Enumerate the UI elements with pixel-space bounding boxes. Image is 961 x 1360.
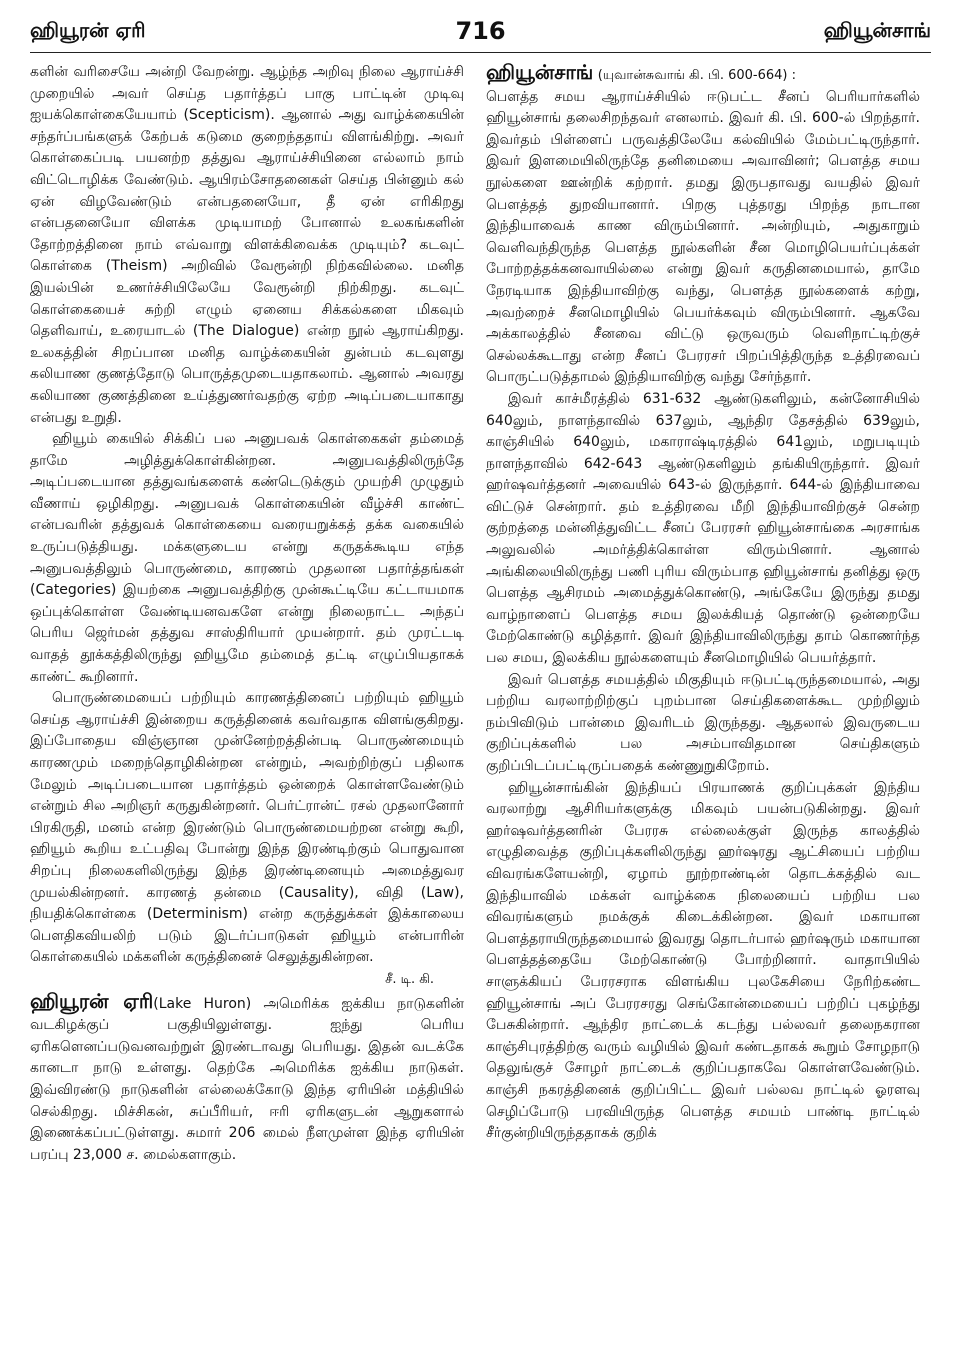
xuanzang-paragraph-1: பௌத்த சமய ஆராய்ச்சியில் ஈடுபட்ட சீனப் பெரியார்களில் ஹியூன்சாங் தலைசிறந்தவர் எனலாம். இவர் கி. பி. 600-ல் பிறந்தார். இவர்தம் பிள்ளைப் பருவத்திலேயே கல்வியில் மேம்பட்டிருந்தார். இவர் இளமையிலிருந்தே தனிமையை அவாவினர்; பௌத்த சமய நூல்களை ஊன்றிக் கற்றார். தமது இருபதாவது வயதில் இவர் பௌத்தத் துறவியானார். பிறகு புத்தரது பிறந்த நாடான இந்தியாவைக் காண விரும்பினார். அன்றியும், அதுகாறும் வெளிவந்திருந்த பௌத்த நூல்களின் சீன மொழிபெயர்ப்புக்கள் போற்றத்தக்கனவாயில்லை என்று இவர் கருதினமையால், தாமே நேரடியாக இந்தியாவிற்கு வந்து, பௌத்த நூல்களைக் கற்று, அவற்றைச் சீனமொழியில் பெயர்க்கவும் விரும்பினார். ஆகவே அக்காலத்தில் சீனவை விட்டு ஒருவரும் வெளிநாட்டிற்குச் செல்லக்கூடாது என்ற சீனப் பேரரசர் பிறப்பித்திருந்த உத்திரவைப் பொருட்படுத்தாமல் இந்தியாவிற்கு வந்து சேர்ந்தார். <box>486 88 920 386</box>
running-head-right: ஹியூன்சாங் <box>823 17 931 42</box>
header-rule <box>30 52 931 53</box>
lake-huron-entry <box>30 988 465 1167</box>
hume-empiricism-paragraph: ஹியூம் கையில் சிக்கிப் பல அனுபவக் கொள்கைகள் தம்மைத் தாமே அழித்துக்கொள்கின்றன. அனுபவத்திலிருந்தே அடிப்படையான தத்துவங்களைக் கண்டெடுக்கும் முயற்சி முழுதும் வீணாய் ஒழிகிறது. அனுபவக் கொள்கையின் வீழ்ச்சி காண்ட் என்பவரின் தத்துவக் கொள்கையை வரையறுக்கத் தக்க வகையில் உருப்படுத்தியது. மக்களுடைய என்று கருதக்கூடிய எந்த அனுபவத்திலும் பொருண்மை, காரணம் முதலான பதார்த்தங்கள் (Categories) இயற்கை அனுபவத்திற்கு முன்கூட்டியே கட்டாயமாக ஒப்புக்கொள்ள வேண்டியனவகளே என்று நிலைநாட்ட அந்தப் பெரிய ஜெர்மன் தத்துவ சாஸ்திரியார் முயன்றார். தம் முரட்டடி வாதத் தூக்கத்திலிருந்து ஹியூமே தம்மைத் தட்டி எழுப்பியதாகக் காண்ட் கூறினார். <box>30 431 464 685</box>
xuanzang-paragraph-3: இவர் பௌத்த சமயத்தில் மிகுதியும் ஈடுபட்டிருந்தமையால், அது பற்றிய வரலாற்றிற்குப் புறம்பான செய்திகளைக்கூட முற்றிலும் நம்பிவிடும் பான்மை இவரிடம் இருந்தது. ஆதலால் இவருடைய குறிப்புக்களில் பல அசம்பாவிதமான செய்திகளும் குறிப்பிடப்பட்டிருப்பதைக் கண்ணுறுகிறோம். <box>486 671 920 774</box>
xuanzang-entry-heading <box>486 62 920 87</box>
xuanzang-title: ஹியூன்சாங் <box>486 60 594 84</box>
hume-continuation-paragraph: களின் வரிசையே அன்றி வேறன்று. ஆழ்ந்த அறிவு நிலை ஆராய்ச்சி முறையில் அவர் செய்த பதார்த்தப் பாகு பாட்டின் முடிவு ஐயக்கொள்கையேயாம் (Scepticism). ஆனால் அது வாழ்க்கையின் சந்தர்ப்பங்களுக் கேற்பக் கடுமை குறைந்ததாய் விளங்கிற்று. அவர் கொள்கைப்படி பயனற்ற தத்துவ ஆராய்ச்சியினை எல்லாம் நாம் விட்டொழிக்க வேண்டும். ஆயிரம்சோதனைகள் செய்த பின்னும் கல் ஏன் விழவேண்டும் என்பதனையோ, தீ ஏன் எரிகிறது என்பதனையோ விளக்க முடியாமற் போனால் உலகங்களின் தோற்றத்தினை நாம் எவ்வாறு விளக்கிவைக்க முடியும்? கடவுட் கொள்கை (Theism) அறிவில் வேரூன்றி நிற்கவில்லை. மனித இயல்பின் உணர்ச்சியிலேயே வேரூன்றி நிற்கிறது. கடவுட் கொள்கையைச் சுற்றி எழும் ஏனைய சிக்கல்களை மிகவும் தெளிவாய், உரையாடல் (The Dialogue) என்ற நூல் ஆராய்கிறது. உலகத்தின் சிறப்பான மனித வாழ்க்கையின் துன்பம் கடவுளது கலியாண குணத்தோடு பொருத்தமுடையதாகலாம். ஆனால் அவரது கலியாண குணத்தினை உய்த்துணர்வதற்கு ஏற்ற அடிப்படையாகாது என்பது உறுதி. <box>30 64 464 426</box>
hume-substance-paragraph: பொருண்மையைப் பற்றியும் காரணத்தினைப் பற்றியும் ஹியூம் செய்த ஆராய்ச்சி இன்றைய கருத்தினைக் கவர்வதாக விளங்குகிறது. இப்போதைய விஞ்ஞான முன்னேற்றத்தின்படி பொருண்மையும் காரணமும் மறைந்தொழிகின்றன என்றும், அவற்றிற்குப் பதிலாக மேலும் அடிப்படையான பதார்த்தம் ஒன்றைக் கொள்ளவேண்டும் என்றும் சில அறிஞர் கருதுகின்றனர். பெர்ட்ரான்ட் ரசல் முதலானோர் பிரகிருதி, மனம் என்ற இரண்டும் பொருண்மையற்றன என்று கூறி, ஹியூம் கூறிய உட்பதிவு போன்று இந்த இரண்டிற்கும் பொதுவான சிறப்பு நிலைகளிலிருந்து இந்த இரண்டினையும் அமைத்துவர முயல்கின்றனர். காரணத் தன்மை (Causality), விதி (Law), நியதிக்கொள்கை (Determinism) என்ற கருத்துக்கள் இக்காலைய பௌதிகவியலிற் படும் இடர்ப்பாடுகள் ஹியூம் என்பாரின் கொள்கையில் மக்களின் கருத்தினைச் செலுத்துகின்றன. <box>30 690 464 966</box>
xuanzang-subtitle: (யுவான்சுவாங் கி. பி. 600-664) : <box>597 68 796 83</box>
page-header <box>30 14 931 48</box>
page-number: 716 <box>455 17 506 45</box>
running-head-left: ஹியூரன் ஏரி <box>30 17 146 42</box>
lake-huron-title: ஹியூரன் ஏரி <box>30 988 154 1013</box>
xuanzang-paragraph-2: இவர் காச்மீரத்தில் 631-632 ஆண்டுகளிலும், கன்னோசியில் 640லும், நாளந்தாவில் 637லும், ஆந்திர தேசத்தில் 639லும், காஞ்சியில் 640லும், மகாராஷ்டிரத்தில் 641லும், மறுபடியும் நாளந்தாவில் 642-643 ஆண்டுகளிலும் தங்கியிருந்தார். இவர் ஹர்ஷவர்த்தனர் அவையில் 643-ல் இருந்தார். 644-ல் இந்தியாவை விட்டுச் சென்றார். தம் உத்திரவை மீறி இந்தியாவிற்குச் சென்ற குற்றத்தை மன்னித்துவிட்ட சீனப் பேரரசர் ஹியூன்சாங்கை அரசாங்க அலுவலில் அமர்த்திக்கொள்ள விரும்பினார். ஆனால் அங்கிலையிலிருந்து பணி புரிய விரும்பாத ஹியூன்சாங் தனித்து ஒரு பௌத்த ஆசிரமம் அமைத்துக்கொண்டு, அங்கேயே இருந்து தமது வாழ்நாளைப் பௌத்த சமய இலக்கியத் தொண்டு ஒன்றையே மேற்கொண்டு கழித்தார். இவர் இந்தியாவிலிருந்து தாம் கொணர்ந்த பல சமய, இலக்கிய நூல்களையும் சீனமொழியில் பெயர்த்தார். <box>486 390 920 667</box>
xuanzang-paragraph-4: ஹியூன்சாங்கின் இந்தியப் பிரயாணக் குறிப்புக்கள் இந்திய வரலாற்று ஆசிரியர்களுக்கு மிகவும் பயன்படுகின்றது. இவர் ஹர்ஷவர்த்தனரின் பேரரசு எல்லைக்குள் இருந்த காலத்தில் எழுதிவைத்த குறிப்புக்களிலிருந்து ஹர்ஷரது ஆட்சியைப் பற்றிய விவரங்களேயன்றி, ஏழாம் நூற்றாண்டின் தொடக்கத்தில் வட இந்தியாவில் மக்கள் வாழ்க்கை நிலையைப் பற்றிய பல விவரங்களும் நமக்குக் கிடைக்கின்றன. இவர் மகாயான பௌத்தராயிருந்தமையால் இவரது தொடர்பால் ஹர்ஷரும் மகாயான பௌத்தத்தையே மேற்கொண்டு போற்றினார். வாதாபியில் சாளுக்கியப் பேரரசராக விளங்கிய புலகேசியை நேரிற்கண்ட ஹியூன்சாங் அப் பேரரசரது செங்கோன்மையைப் பற்றிப் புகழ்ந்து பேசுகின்றார். ஆந்திர நாட்டைக் கடந்து பல்லவர் தலைநகரான காஞ்சிபுரத்திற்கு வரும் வழியில் இவர் கண்டதாகக் கூறும் சோழநாடு தெலுங்குச் சோழர் நாட்டைக் குறிப்பதாகவே கொள்ளவேண்டும். காஞ்சி நகரத்தினைக் குறிப்பிட்ட இவர் பல்லவ நாட்டில் ஓரளவு செழிப்போடு பரவியிருந்த பௌத்த சமயம் பாண்டி நாட்டில் சீர்குன்றியிருந்ததாகக் குறிக் <box>486 779 920 1142</box>
right-column <box>486 62 920 1145</box>
lake-huron-body: (Lake Huron) அமெரிக்க ஐக்கிய நாடுகளின் வடகிழக்குப் பகுதியிலுள்ளது. ஐந்து பெரிய ஏரிகளெனப்படுவனவற்றுள் இரண்டாவது பெரியது. இதன் வடக்கே கானடா நாடு உள்ளது. தெற்கே அமெரிக்க ஐக்கிய நாடுகள். இவ்விரண்டு நாடுகளின் எல்லைக்கோடு இந்த ஏரியின் மத்தியில் செல்கிறது. மிச்சிகன், சுப்பீரியர், ஈரி ஏரிகளுடன் ஆறுகளால் இணைக்கப்பட்டுள்ளது. சுமார் 206 மைல் நீளமுள்ள இந்த ஏரியின் பரப்பு 23,000 ச. மைல்களாகும். <box>30 995 465 1163</box>
author-signature: சீ. டி. கி. <box>385 971 434 987</box>
left-column <box>30 62 464 1166</box>
